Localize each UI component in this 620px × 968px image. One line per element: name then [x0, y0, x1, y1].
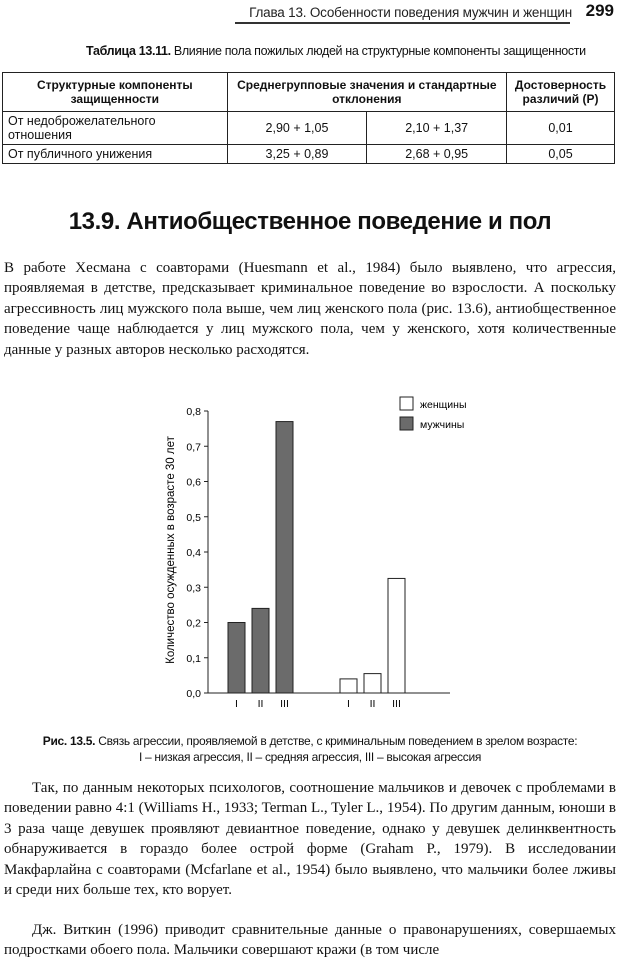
y-axis-label: Количество осужденных в возрасте 30 лет: [165, 436, 177, 664]
x-tick-label: I: [235, 698, 238, 710]
y-tick-label: 0,0: [186, 688, 201, 700]
section-title: 13.9. Антиобщественное поведение и пол: [68, 208, 552, 235]
bar-women-3: [388, 578, 405, 693]
cell-p: 0,05: [507, 145, 615, 164]
y-tick-label: 0,2: [186, 617, 201, 630]
table-caption-label: Таблица 13.11.: [86, 44, 171, 58]
y-tick-label: 0,8: [186, 406, 201, 418]
y-tick-label: 0,3: [186, 582, 201, 595]
header-rule: [235, 22, 570, 24]
bar-chart: [150, 395, 480, 720]
y-tick-label: 0,1: [186, 652, 201, 665]
y-tick-label: 0,5: [186, 511, 201, 524]
bar-men-1: [228, 623, 245, 694]
bar-men-3: [276, 422, 293, 693]
row-label: От недоброжелательного отношения: [3, 112, 228, 145]
page-number: 299: [585, 1, 614, 20]
x-tick-label: II: [257, 698, 264, 710]
bar-men-2: [252, 608, 269, 693]
cell-value: 2,90 + 1,05: [227, 112, 367, 145]
table-caption: [86, 44, 616, 58]
header-significance: Достоверность различий (Р): [507, 73, 615, 112]
legend-label-men: мужчины: [420, 419, 465, 431]
cell-value: 3,25 + 0,89: [227, 145, 367, 164]
legend-swatch-men: [400, 417, 413, 430]
header-means: Среднегрупповые значения и стандартные отклонения: [227, 73, 506, 112]
bar-women-2: [364, 674, 381, 693]
x-tick-label: III: [280, 698, 289, 710]
x-tick-label: II: [369, 698, 376, 710]
table-caption-text: Влияние пола пожилых людей на структурные компоненты защищенности: [173, 44, 586, 58]
figure-caption: [0, 733, 620, 765]
y-tick-label: 0,4: [186, 547, 201, 559]
paragraph: В работе Хесмана с соавторами (Huesmann et al., 1984) было выявлено, что агрессия, проявляемая в детстве, предсказывает криминальное поведение во взрослости. А поскольку агрессивность лиц мужского пола выше, чем лиц женского пола (рис. 13.6), антиобщественное поведение чаще наблюдается у лиц мужского пола, чем у женского, хотя количественные данные у разных авторов несколько расходятся.: [4, 260, 616, 358]
paragraph: Так, по данным некоторых психологов, соотношение мальчиков и девочек с проблемами в поведении равно 4:1 (Williams H., 1933; Terman L., Tyler L., 1954). По другим данным, юноши в 3 раза чаще девушек проявляют девиантное поведение, однако у девушек делинквентность обнаруживается в гораздо более острой форме (Graham P., 1979). В исследовании Макфарлайна с соавторами (Mcfarlane et al., 1954) было выявлено, что мальчики более лживы и среди них больше тех, кто ворует.: [4, 780, 616, 899]
y-tick-label: 0,6: [186, 476, 201, 489]
legend-swatch-women: [400, 397, 413, 410]
figure-caption-line1: Связь агрессии, проявляемой в детстве, с криминальным поведением в зрелом возрасте:: [98, 734, 578, 748]
paragraph: Дж. Виткин (1996) приводит сравнительные данные о правонарушениях, совершаемых подростками обоего пола. Мальчики совершают кражи (в том числе: [4, 922, 616, 959]
bar-women-1: [340, 679, 357, 693]
x-tick-label: I: [347, 698, 350, 710]
data-table: [2, 72, 615, 164]
y-tick-label: 0,7: [186, 441, 201, 454]
cell-value: 2,10 + 1,37: [367, 112, 507, 145]
table-row: [3, 112, 615, 145]
figure-caption-line2: I – низкая агрессия, II – средняя агрессия, III – высокая агрессия: [138, 750, 482, 764]
figure-label: Рис. 13.5.: [42, 734, 96, 748]
row-label: От публичного унижения: [3, 145, 228, 164]
legend-label-women: женщины: [420, 399, 467, 411]
table-header-row: [3, 73, 615, 112]
table-row: [3, 145, 615, 164]
cell-value: 2,68 + 0,95: [367, 145, 507, 164]
running-head: Глава 13. Особенности поведения мужчин и женщин: [249, 5, 572, 20]
cell-p: 0,01: [507, 112, 615, 145]
page-header: [0, 0, 620, 28]
x-tick-label: III: [392, 698, 401, 710]
header-components: Структурные компоненты защищенности: [3, 73, 228, 112]
